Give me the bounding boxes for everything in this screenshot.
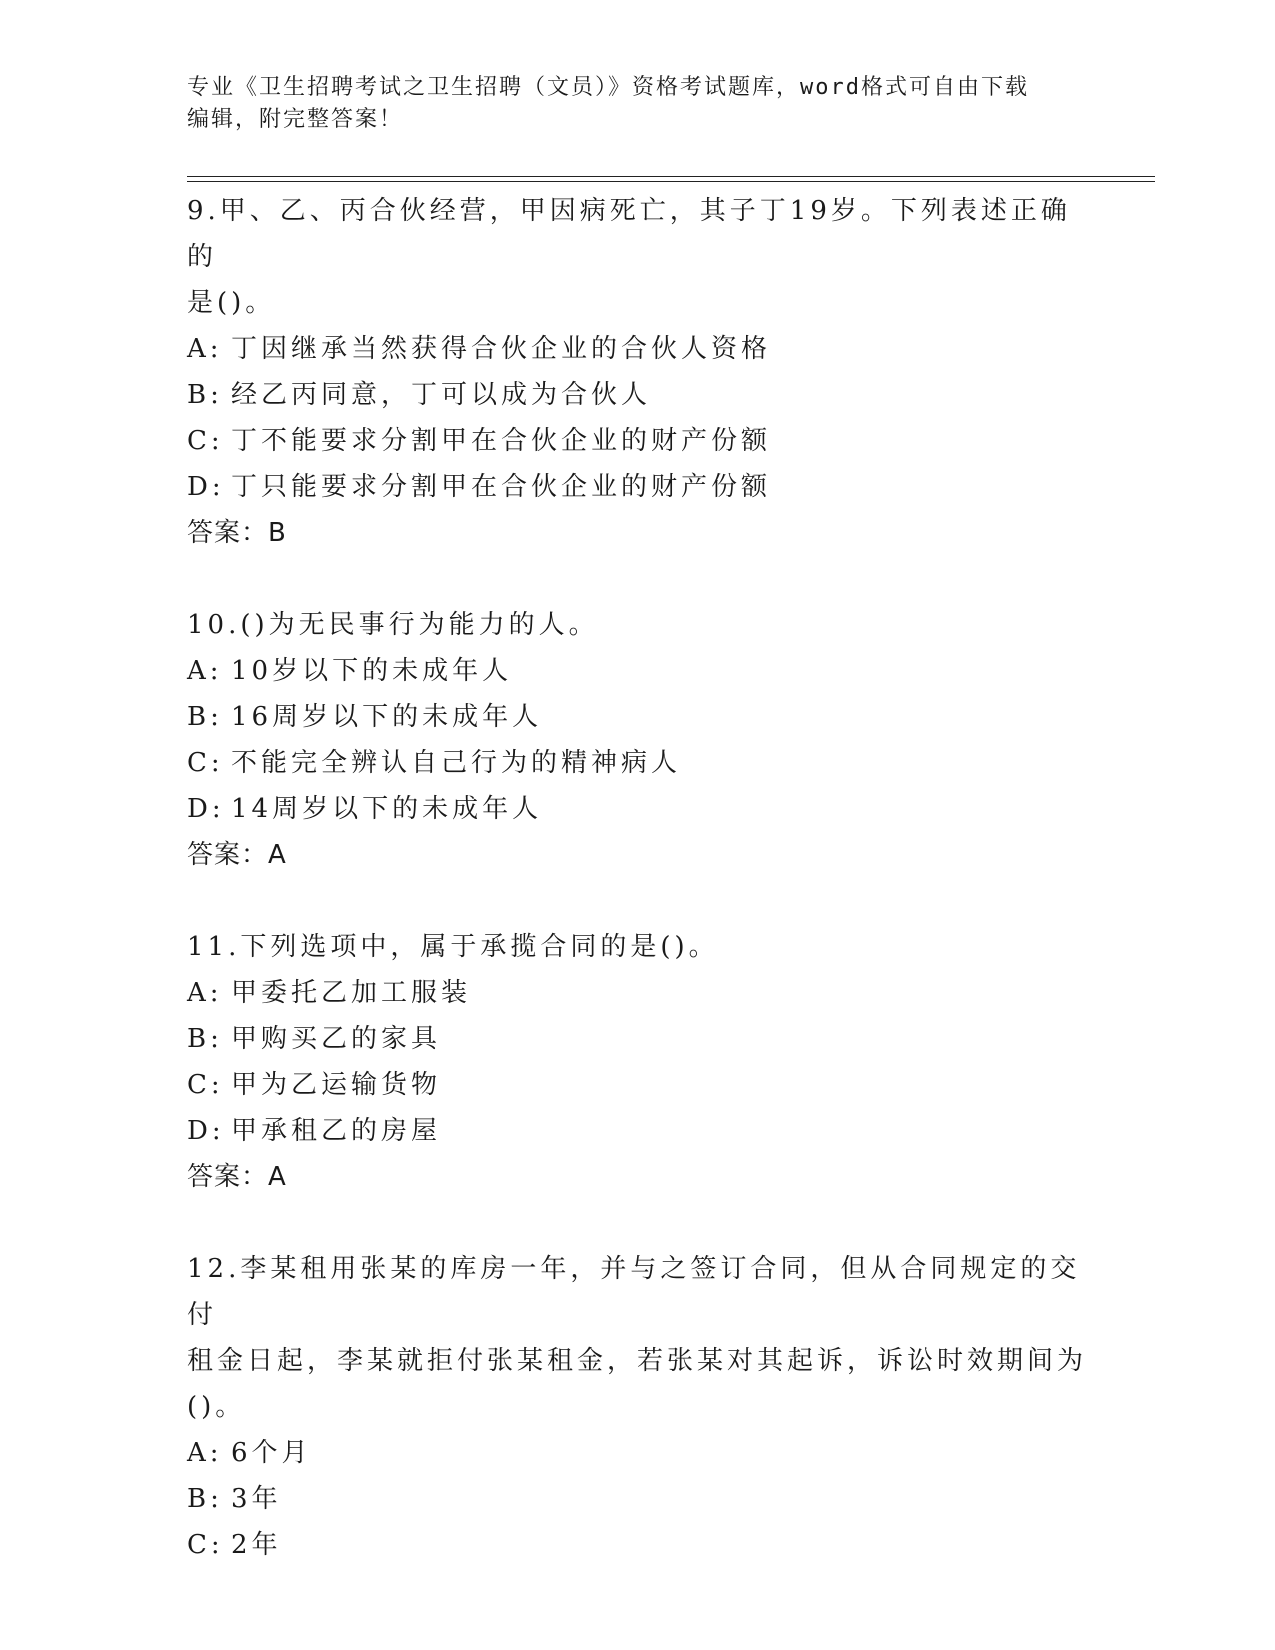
option-text: 丁不能要求分割甲在合伙企业的财产份额 bbox=[231, 426, 772, 456]
answer-option bbox=[187, 1430, 1087, 1476]
option-text: 16周岁以下的未成年人 bbox=[231, 702, 543, 732]
option-text: 经乙丙同意，丁可以成为合伙人 bbox=[231, 380, 652, 410]
option-letter: B: bbox=[187, 380, 223, 410]
header-divider-top bbox=[187, 176, 1155, 177]
answer-option bbox=[187, 1476, 1087, 1522]
option-letter: C: bbox=[187, 1530, 224, 1560]
question-stem-line: 12.李某租用张某的库房一年，并与之签订合同，但从合同规定的交付 bbox=[187, 1254, 1081, 1330]
option-text: 不能完全辨认自己行为的精神病人 bbox=[231, 748, 682, 778]
answer-option bbox=[187, 694, 1087, 740]
document-header bbox=[187, 72, 1087, 136]
option-letter: C: bbox=[187, 748, 224, 778]
header-divider-bottom bbox=[187, 181, 1155, 182]
answer-option bbox=[187, 326, 1087, 372]
answer-option bbox=[187, 418, 1087, 464]
header-line-2: 编辑，附完整答案！ bbox=[187, 107, 404, 132]
option-letter: C: bbox=[187, 426, 224, 456]
option-text: 甲承租乙的房屋 bbox=[231, 1116, 442, 1146]
header-line-1: 专业《卫生招聘考试之卫生招聘（文员）》资格考试题库，word格式可自由下载 bbox=[187, 75, 1029, 100]
question-stem-line: ()。 bbox=[187, 1392, 246, 1422]
option-text: 6个月 bbox=[231, 1438, 312, 1468]
option-text: 甲为乙运输货物 bbox=[231, 1070, 442, 1100]
option-text: 3年 bbox=[231, 1484, 282, 1514]
answer-option bbox=[187, 648, 1087, 694]
option-letter: B: bbox=[187, 1484, 223, 1514]
question-stem-line: 11.下列选项中，属于承揽合同的是()。 bbox=[187, 932, 719, 962]
question-stem-line: 10.()为无民事行为能力的人。 bbox=[187, 610, 599, 640]
answer-option bbox=[187, 1062, 1087, 1108]
answer-option bbox=[187, 786, 1087, 832]
option-text: 丁因继承当然获得合伙企业的合伙人资格 bbox=[231, 334, 772, 364]
question-list bbox=[187, 188, 1087, 1614]
answer-key: 答案：A bbox=[187, 840, 287, 870]
answer-option bbox=[187, 1016, 1087, 1062]
question-stem-line: 是()。 bbox=[187, 288, 276, 318]
option-letter: A: bbox=[187, 656, 223, 686]
question-block bbox=[187, 188, 1087, 556]
question-stem-line: 租金日起，李某就拒付张某租金，若张某对其起诉，诉讼时效期间为 bbox=[187, 1346, 1088, 1376]
question-stem-line: 9.甲、乙、丙合伙经营，甲因病死亡，其子丁19岁。下列表述正确的 bbox=[187, 196, 1071, 272]
option-letter: A: bbox=[187, 1438, 223, 1468]
answer-option bbox=[187, 1108, 1087, 1154]
question-block bbox=[187, 924, 1087, 1200]
option-letter: B: bbox=[187, 702, 223, 732]
answer-option bbox=[187, 1522, 1087, 1568]
answer-option bbox=[187, 372, 1087, 418]
option-letter: D: bbox=[187, 472, 225, 502]
option-letter: A: bbox=[187, 334, 223, 364]
option-letter: B: bbox=[187, 1024, 223, 1054]
option-text: 10岁以下的未成年人 bbox=[231, 656, 513, 686]
question-block bbox=[187, 602, 1087, 878]
answer-key: 答案：A bbox=[187, 1162, 287, 1192]
option-letter: D: bbox=[187, 794, 225, 824]
option-text: 2年 bbox=[231, 1530, 282, 1560]
option-text: 甲购买乙的家具 bbox=[231, 1024, 442, 1054]
option-letter: D: bbox=[187, 1116, 225, 1146]
option-text: 甲委托乙加工服装 bbox=[231, 978, 472, 1008]
option-text: 14周岁以下的未成年人 bbox=[231, 794, 543, 824]
answer-option bbox=[187, 464, 1087, 510]
answer-option bbox=[187, 740, 1087, 786]
question-block bbox=[187, 1246, 1087, 1568]
option-text: 丁只能要求分割甲在合伙企业的财产份额 bbox=[231, 472, 772, 502]
answer-option bbox=[187, 970, 1087, 1016]
option-letter: C: bbox=[187, 1070, 224, 1100]
option-letter: A: bbox=[187, 978, 223, 1008]
answer-key: 答案：B bbox=[187, 518, 287, 548]
